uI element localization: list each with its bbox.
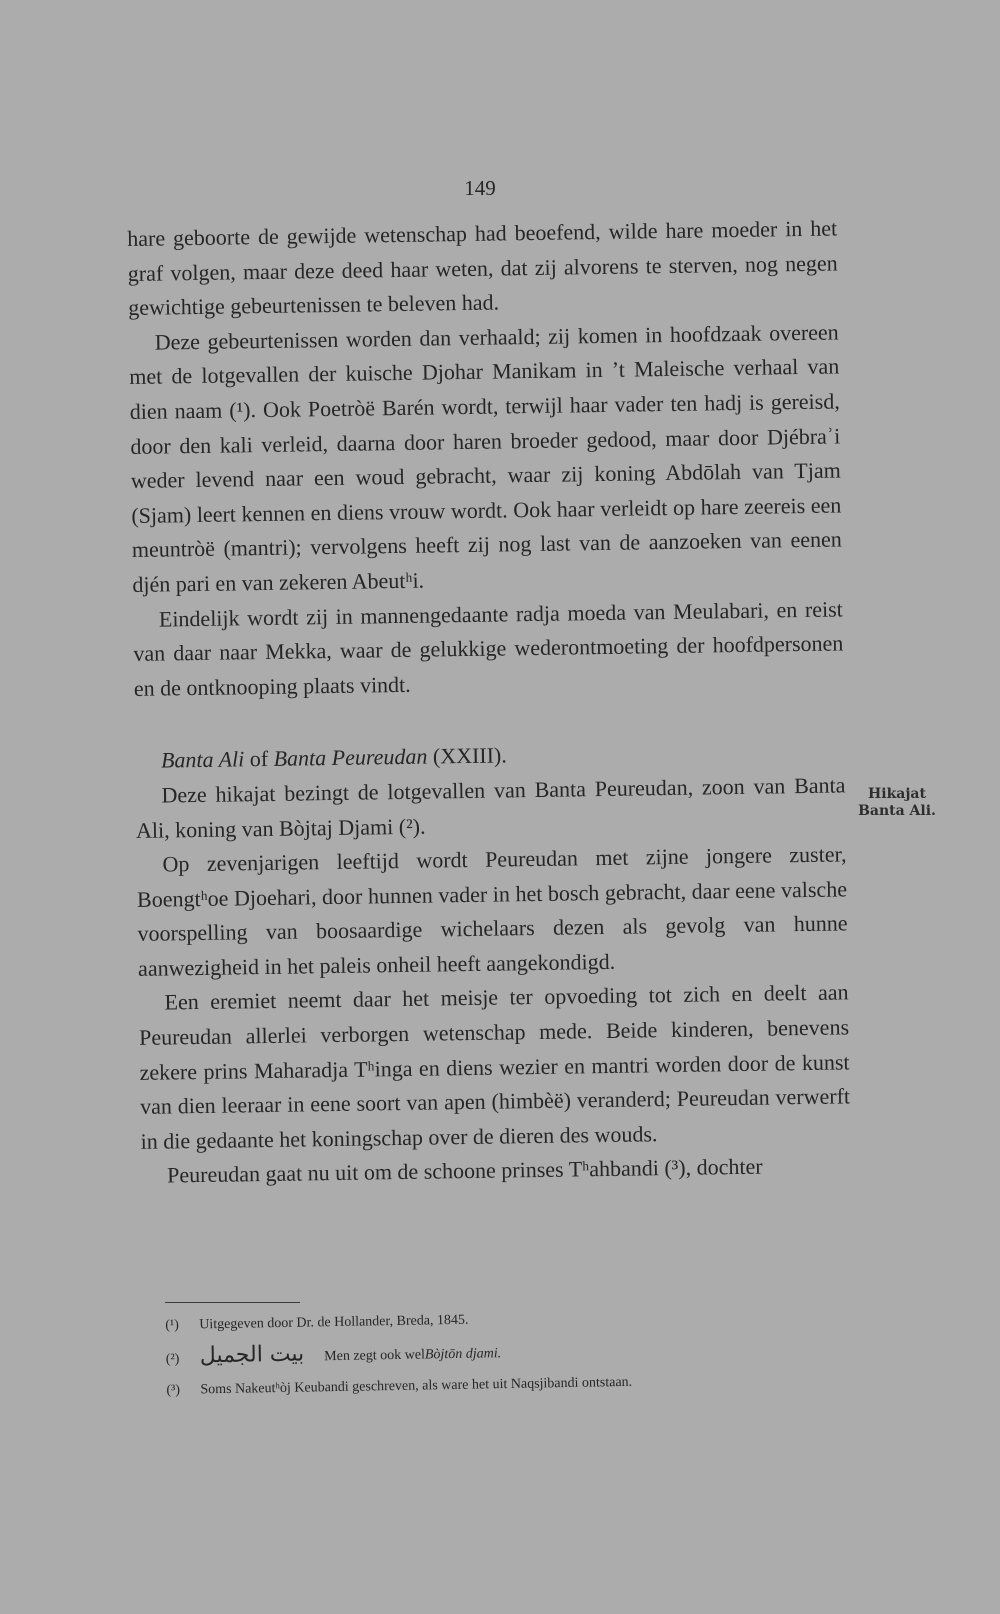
paragraph: Eindelijk wordt zij in mannengedaante radja moeda van Meulabari, en reist van daar naar Mekka, waar de gelukkige wederontmoeting der hoofdpersonen en de ontknooping plaats vindt.: [133, 595, 844, 701]
margin-note: Hikajat Banta Ali.: [858, 786, 936, 819]
footnote-text: Uitgegeven door Dr. de Hollander, Breda, 1845.: [199, 1312, 469, 1333]
footnote-text: Soms Nakeutʰòj Keubandi geschreven, als ware het uit Naqsjibandi ontstaan.: [200, 1374, 633, 1398]
footnotes: [165, 1299, 817, 1406]
arabic-text: بيت الجميل: [199, 1341, 305, 1369]
footnote-text: Men zegt ook wel: [324, 1347, 426, 1365]
section-title-part: Banta Peureudan: [273, 743, 428, 772]
section-title-part: (XXIII).: [427, 742, 507, 769]
section-title-part: Banta Ali: [160, 746, 245, 773]
footnote-italic: Bòjtōn djami.: [424, 1346, 502, 1363]
paragraph: Deze gebeurtenissen worden dan verhaald; zij komen in hoofdzaak overeen met de lotgevallen der kuische Djohar Manikam in ’t Maleische verhaal van dien naam (¹). Ook Poetròë Barén wordt, terwijl haar vader ten hadj is gereisd, door den kali verleid, daarna door haren broeder gedood, maar door Djébraʾi weder levend naar een woud gebracht, waar zij koning Abdōlah van Tjam (Sjam) leert kennen en diens vrouw wordt. Ook haar verleidt op hare zeereis een meuntròë (mantri); vervolgens heeft zij nog last van de aanzoeken van eenen djén pari en van zekeren Abeutʰi.: [129, 319, 842, 597]
paragraph: Peureudan gaat nu uit om de schoone prinses Tʰahbandi (³), dochter: [166, 1154, 763, 1188]
section-title-part: of: [244, 746, 274, 772]
main-text: [127, 211, 851, 1193]
paragraph: hare geboorte de gewijde wetenschap had beoefend, wilde hare moeder in het graf volgen, maar deze deed haar weten, dat zij alvorens te sterven, nog negen gewichtige gebeurtenissen te beleven had.: [127, 215, 838, 321]
paragraph: Deze hikajat bezingt de lotgevallen van Banta Peureudan, zoon van Banta Ali, koning van Bòjtaj Djami (²).: [135, 772, 846, 843]
footnote-divider: [165, 1302, 300, 1303]
footnote-mark: (³): [166, 1382, 181, 1398]
footnote-mark: (²): [165, 1351, 180, 1367]
paragraph: Op zevenjarigen leeftijd wordt Peureudan met zijne jongere zuster, Boengtʰoe Djoehari, door hunnen vader in het bosch gebracht, daar eene valsche voorspelling van boosaardige wichelaars dezen als gevolg van hunne aanwezigheid in het paleis onheil heeft aangekondigd.: [136, 841, 848, 981]
paragraph: Een eremiet neemt daar het meisje ter opvoeding tot zich en deelt aan Peureudan allerlei verborgen wetenschap mede. Beide kinderen, benevens zekere prins Maharadja Tʰinga en diens wezier en mantri worden door de kunst van dien leeraar in eene soort van apen (himbèë) veranderd; Peureudan verwerft in die gedaante het koningschap over de dieren des wouds.: [138, 979, 851, 1154]
page-number: 149: [464, 176, 496, 200]
footnote-mark: (¹): [165, 1317, 179, 1333]
